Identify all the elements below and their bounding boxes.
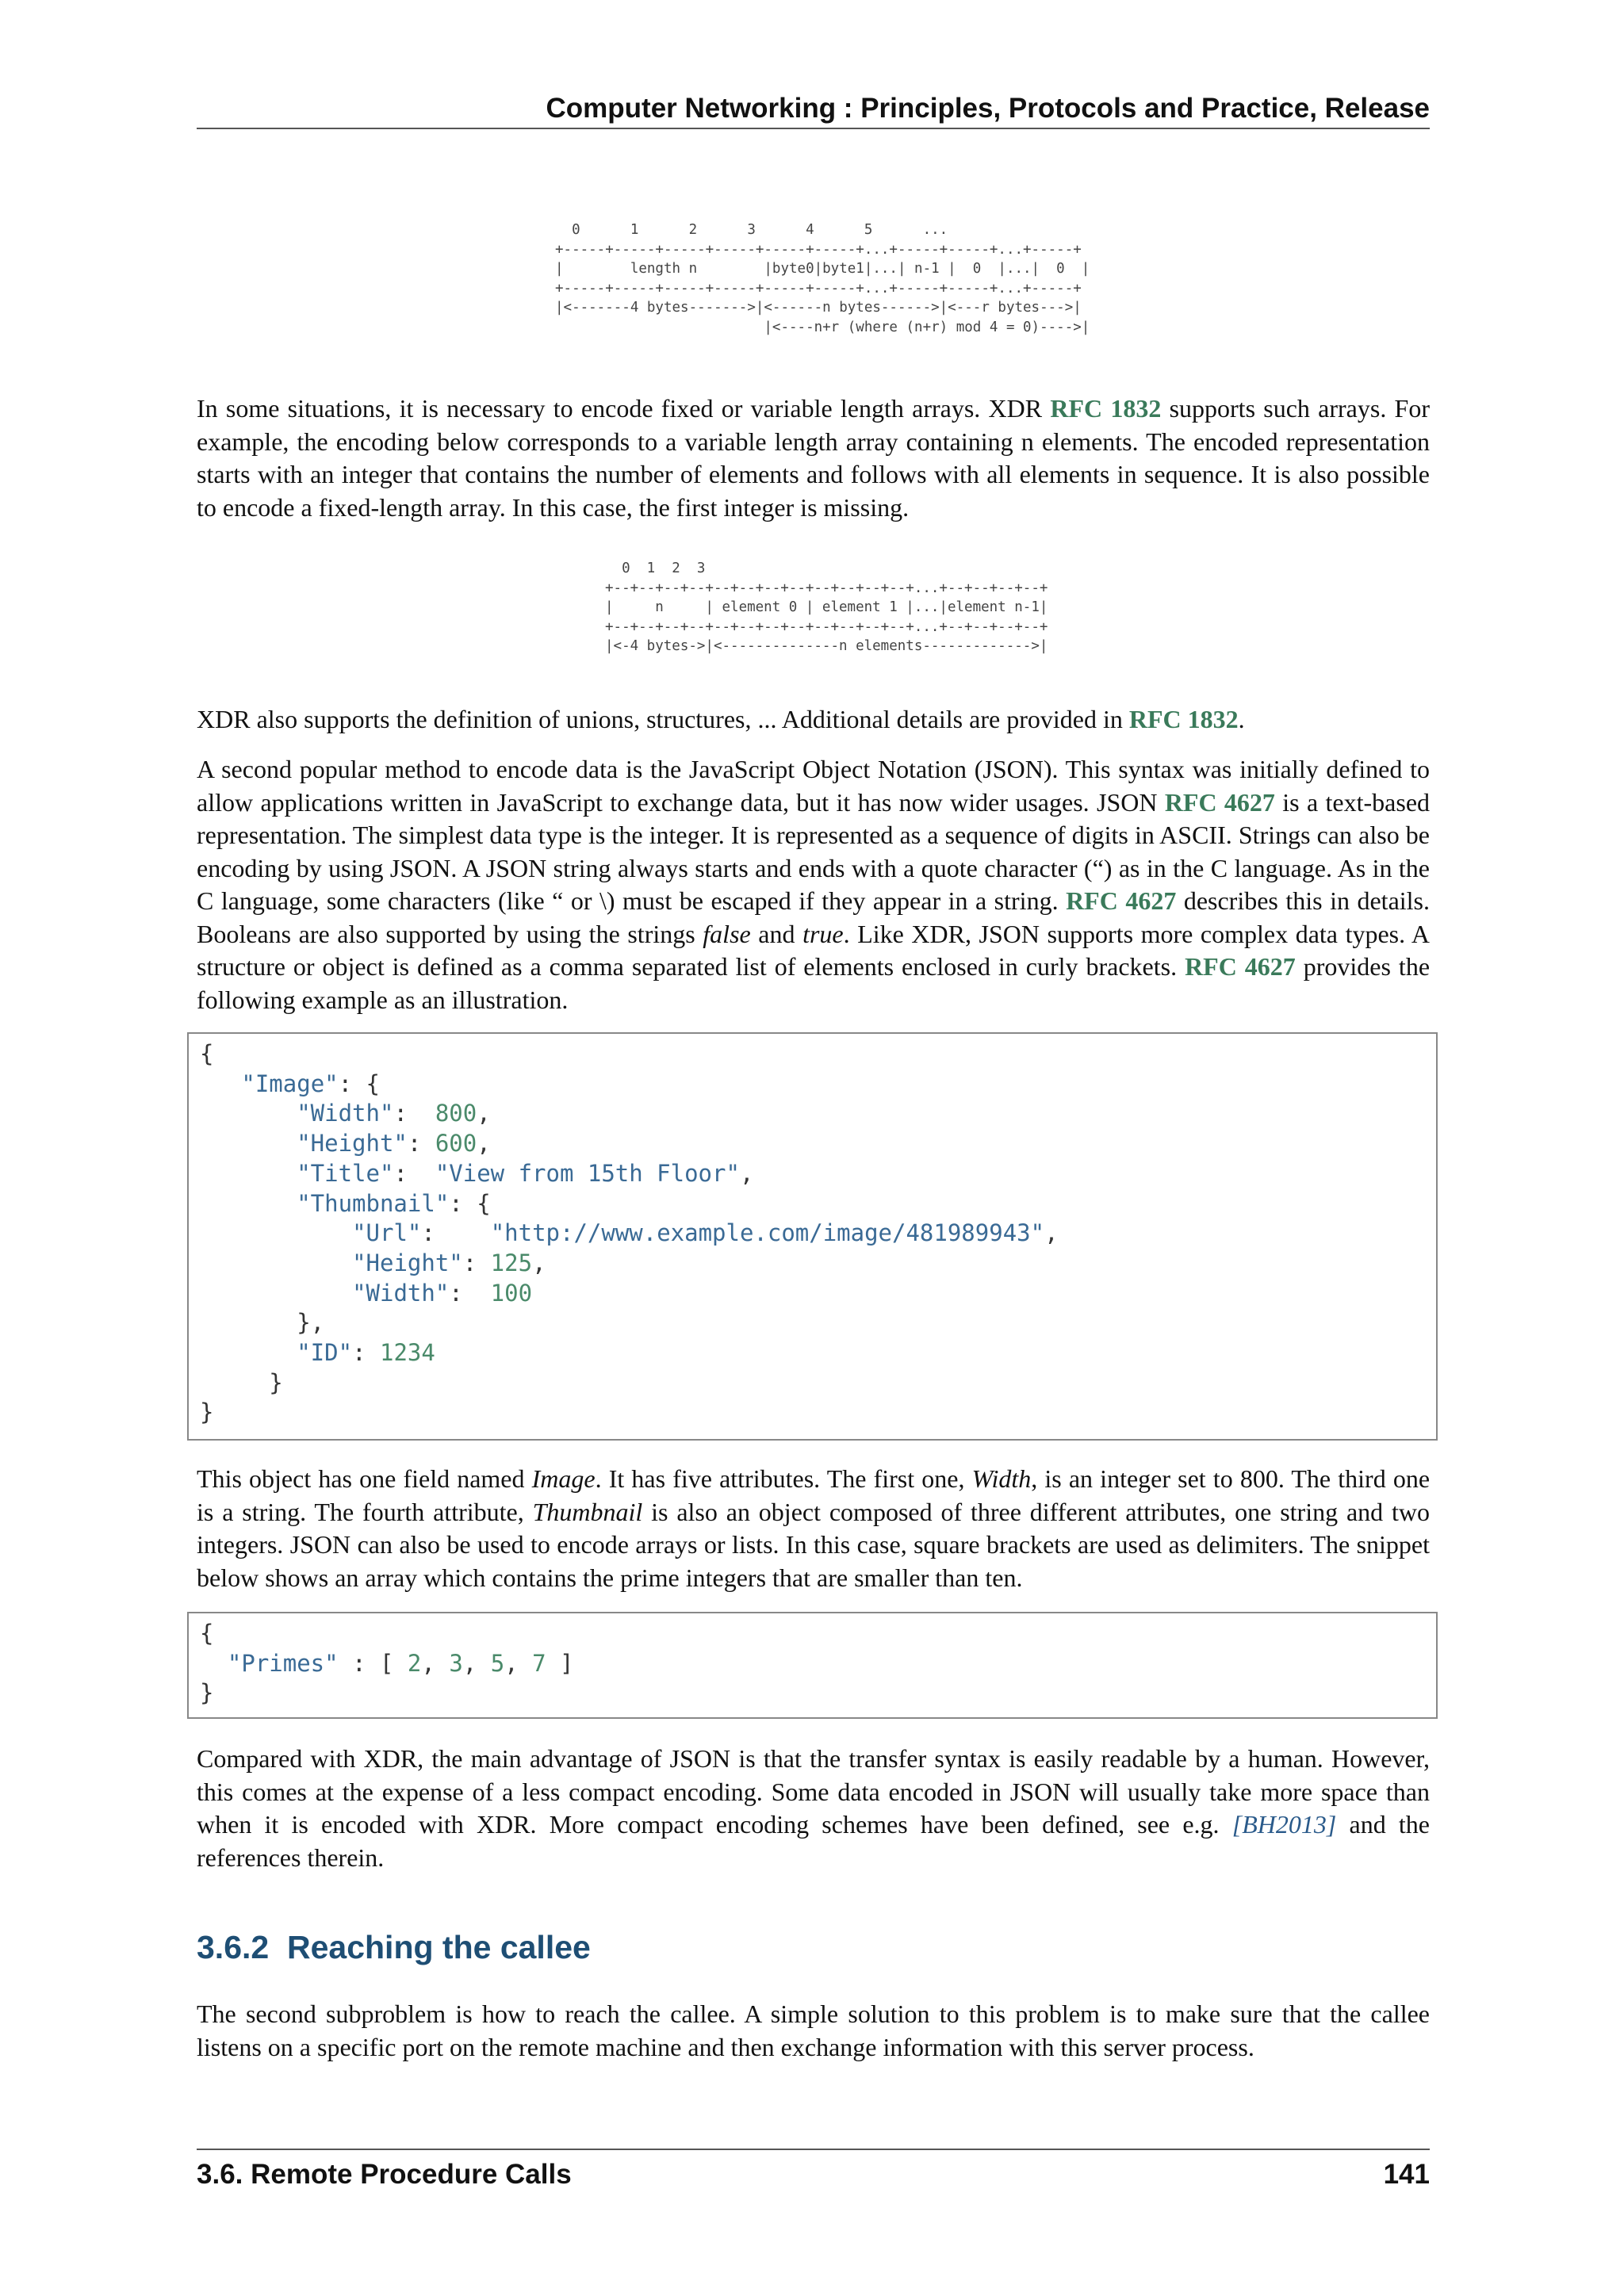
code-key: "Height": [352, 1249, 463, 1276]
emphasis-image: Image: [531, 1464, 596, 1493]
text-segment: This object has one field named: [197, 1464, 532, 1493]
code-number: 1234: [379, 1339, 435, 1367]
code-number: 800: [435, 1100, 477, 1127]
section-number: 3.6.2: [197, 1929, 270, 1965]
json-primes-code-block: { "Primes" : [ 2, 3, 5, 7 ] }: [187, 1612, 1438, 1719]
text-segment: XDR also supports the definition of unions, structures, ... Additional details are provided in: [197, 705, 1129, 733]
emphasis-true: true: [802, 919, 844, 948]
page-number: 141: [1383, 2159, 1430, 2190]
code-number: 125: [490, 1249, 533, 1276]
code-key: "Primes": [227, 1649, 339, 1677]
text-segment: . It has five attributes. The first one,: [595, 1464, 972, 1493]
text-segment: and the references therein.: [197, 1810, 1431, 1872]
code-key: "Width": [352, 1279, 450, 1307]
text-segment: A second popular method to encode data is the JavaScript Object Notation (JSON). This syntax was initially defined to allow applications written in JavaScript to exchange data, but it has now wider usages. JSON: [197, 755, 1430, 817]
code-number: 5: [490, 1649, 505, 1677]
rfc-link[interactable]: RFC 4627: [1066, 886, 1177, 915]
code-number: 600: [435, 1130, 477, 1158]
text-segment: is a text-based representation. The simplest data type is the integer. It is represented as a sequence of digits in ASCII. Strings can also be encoding by using JSON. A JSON string always starts and ends with a quote character (“) as in the C language. As in the C language, some characters (like “ or \) must be escaped if they appear in a string.: [197, 787, 1431, 915]
section-title-text: Reaching the callee: [287, 1929, 591, 1965]
text-segment: , is an integer set to 800. The third one is a string. The fourth attribute,: [197, 1464, 1431, 1526]
xdr-array-diagram: 0 1 2 3 +--+--+--+--+--+--+--+--+--+--+--+--+...+--+--+--+--+ | n | element 0 | element 1 |...|element n-1| +--+--+--+--+--+--+--+--+--+--+--+--+...+--+--+--+--+ |<-4 bytes->|<--------------n elements------------->|: [605, 561, 1048, 654]
json-image-code-block: { "Image": { "Width": 800, "Height": 600, "Title": "View from 15th Floor", "Thumbnail": { "Url": "http://www.example.com/image/481989943", "Height": 125, "Width": 100 }, "ID": 1234 } }: [187, 1032, 1438, 1441]
code-token: }: [200, 1679, 214, 1707]
xdr-string-diagram: 0 1 2 3 4 5 ... +-----+-----+-----+-----+-----+-----+...+-----+-----+...+-----+ | length n |byte0|byte1|...| n-1 | 0 |...| 0 | +-----+-----+-----+-----+-----+-----+...+-----+-----+...+-----+ |<-------4 bytes------->|<------n bytes------>|<---r bytes--->| |<----n+r (where (n+r) mod 4 = 0)---->|: [555, 222, 1090, 335]
code-key: "Height": [297, 1130, 408, 1158]
paragraph-unions: [197, 703, 1430, 737]
text-segment: In some situations, it is necessary to encode fixed or variable length arrays. XDR: [197, 394, 1051, 423]
header-rule: [197, 128, 1430, 129]
code-number: 7: [532, 1649, 546, 1677]
emphasis-false: false: [703, 919, 751, 948]
code-key: "Image": [241, 1070, 339, 1097]
code-key: "Title": [297, 1159, 394, 1187]
code-number: 100: [490, 1279, 533, 1307]
text-segment: Compared with XDR, the main advantage of JSON is that the transfer syntax is easily readable by a human. However, this comes at the expense of a less compact encoding. Some data encoded in JSON will usually take more space than when it is encoded with XDR. More compact encoding schemes have been defined, see e.g.: [197, 1744, 1430, 1839]
text-segment: . Like XDR, JSON supports more complex data types. A structure or object is defined as a comma separated list of elements enclosed in curly brackets.: [197, 919, 1431, 981]
emphasis-thumbnail: Thumbnail: [532, 1497, 643, 1526]
code-number: 3: [449, 1649, 463, 1677]
paragraph-json: [197, 753, 1430, 1016]
text-segment: is also an object composed of three different attributes, one string and two integers. JSON can also be used to encode arrays or lists. In this case, square brackets are used as delimiters. The snippet below shows an array which contains the prime integers that are smaller than ten.: [197, 1497, 1431, 1592]
code-key: "Thumbnail": [297, 1189, 450, 1217]
footer-rule: [197, 2149, 1430, 2150]
code-number: 2: [407, 1649, 422, 1677]
running-header-title: Computer Networking : Principles, Protocols and Practice, Release: [546, 93, 1430, 124]
section-heading: [197, 1925, 591, 1969]
text-segment: .: [1238, 705, 1245, 733]
citation-link[interactable]: [BH2013]: [1231, 1810, 1337, 1839]
rfc-link[interactable]: RFC 1832: [1050, 394, 1162, 423]
rfc-link[interactable]: RFC 1832: [1128, 705, 1239, 733]
code-key: "Url": [352, 1219, 422, 1247]
code-string: "View from 15th Floor": [435, 1159, 740, 1187]
code-key: "ID": [297, 1339, 353, 1367]
code-token: {: [200, 1620, 214, 1647]
paragraph-compare: [197, 1743, 1430, 1874]
paragraph-arrays: [197, 392, 1430, 524]
code-token: {: [200, 1040, 214, 1067]
rfc-link[interactable]: RFC 4627: [1185, 952, 1296, 981]
code-string: "http://www.example.com/image/481989943": [490, 1219, 1045, 1247]
text-segment: provides the following example as an illustration.: [197, 952, 1431, 1014]
footer-section: 3.6. Remote Procedure Calls: [197, 2159, 572, 2190]
text-segment: and: [750, 919, 803, 948]
code-token: }: [200, 1399, 214, 1426]
rfc-link[interactable]: RFC 4627: [1164, 787, 1275, 817]
code-key: "Width": [297, 1100, 394, 1127]
text-segment: supports such arrays. For example, the encoding below corresponds to a variable length array containing n elements. The encoded representation starts with an integer that contains the number of elements and follows with all elements in sequence. It is also possible to encode a fixed-length array. In this case, the first integer is missing.: [197, 394, 1430, 522]
paragraph-object: [197, 1463, 1430, 1594]
paragraph-callee: The second subproblem is how to reach the callee. A simple solution to this problem is to make sure that the callee listens on a specific port on the remote machine and then exchange information with this server process.: [197, 1999, 1430, 2061]
emphasis-width: Width: [971, 1464, 1032, 1493]
running-footer: [197, 2155, 1430, 2195]
text-segment: describes this in details. Booleans are also supported by using the strings: [197, 886, 1431, 948]
